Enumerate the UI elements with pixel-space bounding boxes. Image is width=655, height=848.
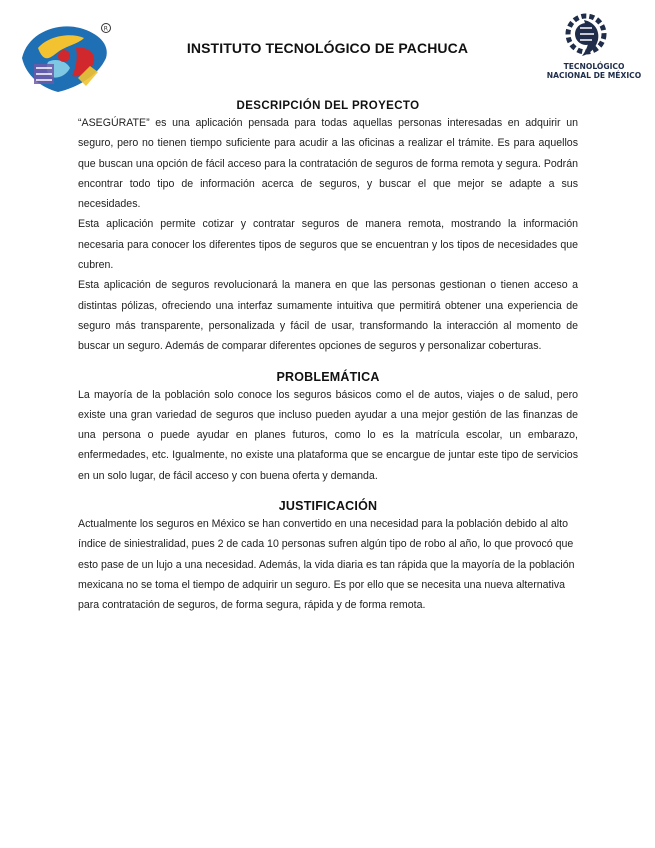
institution-title: INSTITUTO TECNOLÓGICO DE PACHUCA [186, 40, 469, 56]
svg-text:R: R [103, 25, 108, 33]
document-header [0, 0, 655, 100]
itp-shield-logo-icon [18, 18, 118, 96]
descripcion-paragraph-2: Esta aplicación permite cotizar y contratar seguros de manera remota, mostrando la información necesaria para conocer los diferentes tipos de seguros que se encuentran y los tipos de necesidades que cubren. [78, 218, 578, 272]
tecnm-logo-text-line1: TECNOLÓGICO [563, 62, 625, 71]
tecnm-logo [544, 10, 644, 90]
section-title-descripcion: DESCRIPCIÓN DEL PROYECTO [236, 100, 420, 112]
tecnm-logo-text-line2: NACIONAL DE MÉXICO [546, 71, 642, 80]
section-title-justificacion: JUSTIFICACIÓN [278, 499, 378, 514]
descripcion-paragraph-1: “ASEGÚRATE” es una aplicación pensada para todas aquellas personas interesadas en adquirir un seguro, pero no tienen tiempo suficiente para acudir a las oficinas a realizar el trámite. Es para aquellos que buscan una opción de fácil acceso para la contratación de seguros de forma remota y segura. Podrán encontrar todo tipo de información acerca de seguros, y buscar el que mejor se adapte a sus necesidades. [78, 117, 578, 211]
document-body [78, 100, 578, 616]
problematica-paragraph-1: La mayoría de la población solo conoce los seguros básicos como el de autos, viajes o de salud, pero existe una gran variedad de seguros que incluso pueden ayudar a una mejor gestión de las finanzas de una persona o puede ayudar en planes futuros, como lo es la matrícula escolar, un embarazo, enfermedades, etc. Igualmente, no existe una plataforma que se encargue de juntar este tipo de servicios en un solo lugar, de fácil acceso y con buena oferta y demanda. [78, 388, 578, 482]
section-title-problematica: PROBLEMÁTICA [276, 369, 380, 384]
justificacion-paragraph-1: Actualmente los seguros en México se han convertido en una necesidad para la población debido al alto índice de siniestralidad, pues 2 de cada 10 personas sufren algún tipo de robo al año, lo que provocó que esto pase de un lujo a una necesidad. Además, la vida diaria es tan rápida que la mayoría de la población mexicana no se toma el tiempo de adquirir un seguro. Es por ello que se necesita una nueva alternativa para contratación de seguros, de forma segura, rápida y de forma remota. [78, 518, 575, 612]
descripcion-paragraph-3: Esta aplicación de seguros revolucionará la manera en que las personas gestionan o tienen acceso a distintas pólizas, ofreciendo una interfaz sumamente intuitiva que permitirá obtener una experiencia de seguro más transparente, personalizada y fácil de usar, transformando la interacción al momento de buscar un seguro. Además de comparar diferentes opciones de seguros y personalizar coberturas. [78, 279, 578, 353]
tecnm-logo-icon [544, 10, 644, 62]
tecnm-logo-text [544, 62, 644, 80]
